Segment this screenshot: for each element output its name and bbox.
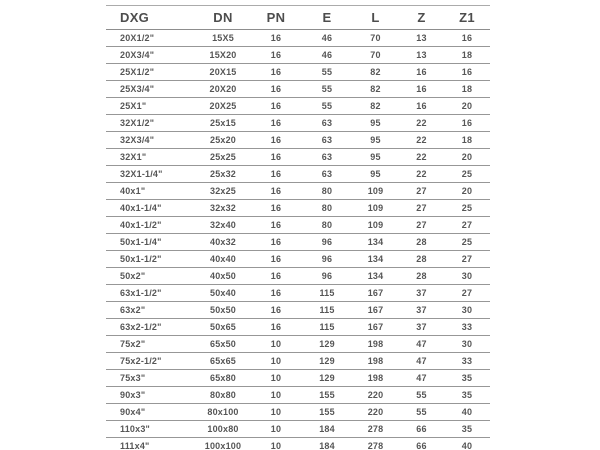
cell-z: 27 xyxy=(399,217,444,234)
cell-z1: 20 xyxy=(444,98,490,115)
table-row xyxy=(106,30,490,47)
cell-z1: 33 xyxy=(444,319,490,336)
cell-dn: 50x40 xyxy=(196,285,250,302)
cell-dxg: 40x1-1/2" xyxy=(106,217,196,234)
cell-l: 82 xyxy=(352,64,399,81)
cell-pn: 16 xyxy=(250,285,302,302)
cell-dn: 25x32 xyxy=(196,166,250,183)
cell-e: 46 xyxy=(302,47,352,64)
cell-l: 198 xyxy=(352,370,399,387)
table-row xyxy=(106,387,490,404)
table-row xyxy=(106,149,490,166)
cell-e: 96 xyxy=(302,251,352,268)
cell-dn: 40x50 xyxy=(196,268,250,285)
cell-z1: 40 xyxy=(444,404,490,421)
cell-z: 22 xyxy=(399,149,444,166)
cell-l: 134 xyxy=(352,234,399,251)
cell-e: 155 xyxy=(302,404,352,421)
cell-dn: 25x25 xyxy=(196,149,250,166)
cell-pn: 16 xyxy=(250,81,302,98)
table-row xyxy=(106,421,490,438)
cell-e: 184 xyxy=(302,438,352,450)
cell-dxg: 75x2" xyxy=(106,336,196,353)
cell-e: 55 xyxy=(302,64,352,81)
table-row xyxy=(106,234,490,251)
cell-z: 22 xyxy=(399,132,444,149)
cell-l: 167 xyxy=(352,285,399,302)
cell-z: 27 xyxy=(399,200,444,217)
cell-l: 220 xyxy=(352,404,399,421)
cell-dn: 25x20 xyxy=(196,132,250,149)
cell-dxg: 32X1/2" xyxy=(106,115,196,132)
cell-pn: 16 xyxy=(250,149,302,166)
cell-pn: 10 xyxy=(250,336,302,353)
table-row xyxy=(106,251,490,268)
cell-dn: 32x32 xyxy=(196,200,250,217)
column-header-dxg: DXG xyxy=(106,6,196,30)
cell-pn: 16 xyxy=(250,183,302,200)
column-header-dn: DN xyxy=(196,6,250,30)
cell-z: 22 xyxy=(399,115,444,132)
cell-dn: 65x50 xyxy=(196,336,250,353)
column-header-z1: Z1 xyxy=(444,6,490,30)
cell-z: 66 xyxy=(399,438,444,450)
cell-e: 155 xyxy=(302,387,352,404)
cell-l: 134 xyxy=(352,268,399,285)
cell-e: 96 xyxy=(302,268,352,285)
cell-z: 16 xyxy=(399,64,444,81)
cell-pn: 16 xyxy=(250,47,302,64)
table-row xyxy=(106,268,490,285)
cell-dxg: 111x4" xyxy=(106,438,196,450)
column-header-pn: PN xyxy=(250,6,302,30)
cell-z1: 35 xyxy=(444,421,490,438)
cell-z1: 27 xyxy=(444,285,490,302)
table-row xyxy=(106,98,490,115)
cell-dn: 80x80 xyxy=(196,387,250,404)
cell-dxg: 40x1-1/4" xyxy=(106,200,196,217)
cell-dn: 20X15 xyxy=(196,64,250,81)
cell-l: 167 xyxy=(352,319,399,336)
table-row xyxy=(106,183,490,200)
cell-e: 80 xyxy=(302,200,352,217)
cell-z: 16 xyxy=(399,81,444,98)
cell-z: 66 xyxy=(399,421,444,438)
cell-dxg: 75x3" xyxy=(106,370,196,387)
cell-e: 80 xyxy=(302,217,352,234)
cell-dn: 32x25 xyxy=(196,183,250,200)
cell-z: 22 xyxy=(399,166,444,183)
cell-z1: 30 xyxy=(444,302,490,319)
cell-dxg: 20X3/4" xyxy=(106,47,196,64)
cell-e: 129 xyxy=(302,353,352,370)
cell-e: 63 xyxy=(302,132,352,149)
cell-z1: 30 xyxy=(444,268,490,285)
cell-l: 134 xyxy=(352,251,399,268)
cell-dn: 15X5 xyxy=(196,30,250,47)
cell-e: 115 xyxy=(302,285,352,302)
table-row xyxy=(106,81,490,98)
cell-pn: 16 xyxy=(250,217,302,234)
header-row xyxy=(106,6,490,30)
cell-l: 82 xyxy=(352,98,399,115)
table-row xyxy=(106,166,490,183)
cell-dn: 40x32 xyxy=(196,234,250,251)
cell-z1: 16 xyxy=(444,64,490,81)
cell-pn: 16 xyxy=(250,166,302,183)
cell-pn: 10 xyxy=(250,438,302,450)
table-row xyxy=(106,404,490,421)
cell-pn: 16 xyxy=(250,115,302,132)
cell-dxg: 32X1-1/4" xyxy=(106,166,196,183)
cell-e: 129 xyxy=(302,370,352,387)
cell-l: 198 xyxy=(352,353,399,370)
cell-z1: 40 xyxy=(444,438,490,450)
cell-pn: 10 xyxy=(250,353,302,370)
cell-z: 47 xyxy=(399,353,444,370)
cell-pn: 16 xyxy=(250,30,302,47)
cell-z: 47 xyxy=(399,336,444,353)
cell-e: 63 xyxy=(302,149,352,166)
cell-z1: 25 xyxy=(444,166,490,183)
cell-l: 95 xyxy=(352,149,399,166)
column-header-e: E xyxy=(302,6,352,30)
cell-z: 37 xyxy=(399,285,444,302)
table-row xyxy=(106,285,490,302)
cell-z1: 18 xyxy=(444,132,490,149)
cell-dxg: 63x2-1/2" xyxy=(106,319,196,336)
cell-dxg: 32X3/4" xyxy=(106,132,196,149)
cell-dxg: 32X1" xyxy=(106,149,196,166)
cell-l: 70 xyxy=(352,47,399,64)
cell-pn: 16 xyxy=(250,234,302,251)
cell-pn: 10 xyxy=(250,370,302,387)
cell-dn: 100x100 xyxy=(196,438,250,450)
cell-e: 55 xyxy=(302,98,352,115)
cell-z1: 20 xyxy=(444,149,490,166)
table-row xyxy=(106,115,490,132)
cell-z1: 18 xyxy=(444,47,490,64)
dimension-spec-table xyxy=(106,5,490,450)
cell-e: 80 xyxy=(302,183,352,200)
table-header xyxy=(106,6,490,30)
cell-z: 47 xyxy=(399,370,444,387)
cell-z1: 30 xyxy=(444,336,490,353)
cell-z1: 16 xyxy=(444,115,490,132)
cell-pn: 16 xyxy=(250,251,302,268)
cell-pn: 16 xyxy=(250,98,302,115)
cell-dxg: 90x4" xyxy=(106,404,196,421)
cell-z1: 33 xyxy=(444,353,490,370)
cell-l: 109 xyxy=(352,200,399,217)
cell-l: 278 xyxy=(352,421,399,438)
cell-dxg: 63x1-1/2" xyxy=(106,285,196,302)
cell-z: 28 xyxy=(399,234,444,251)
cell-z: 37 xyxy=(399,302,444,319)
cell-dn: 65x80 xyxy=(196,370,250,387)
cell-dn: 65x65 xyxy=(196,353,250,370)
cell-e: 184 xyxy=(302,421,352,438)
cell-pn: 10 xyxy=(250,387,302,404)
cell-l: 95 xyxy=(352,115,399,132)
cell-z1: 35 xyxy=(444,370,490,387)
cell-e: 55 xyxy=(302,81,352,98)
cell-e: 129 xyxy=(302,336,352,353)
column-header-z: Z xyxy=(399,6,444,30)
table-row xyxy=(106,217,490,234)
cell-pn: 16 xyxy=(250,319,302,336)
cell-z1: 25 xyxy=(444,234,490,251)
cell-z1: 18 xyxy=(444,81,490,98)
cell-z1: 16 xyxy=(444,30,490,47)
cell-z: 13 xyxy=(399,47,444,64)
cell-pn: 10 xyxy=(250,421,302,438)
cell-dxg: 75x2-1/2" xyxy=(106,353,196,370)
cell-e: 63 xyxy=(302,115,352,132)
cell-pn: 16 xyxy=(250,200,302,217)
table-row xyxy=(106,319,490,336)
cell-pn: 16 xyxy=(250,64,302,81)
table-row xyxy=(106,200,490,217)
table-row xyxy=(106,336,490,353)
cell-dn: 32x40 xyxy=(196,217,250,234)
cell-dxg: 20X1/2" xyxy=(106,30,196,47)
cell-z1: 20 xyxy=(444,183,490,200)
cell-dn: 80x100 xyxy=(196,404,250,421)
cell-z: 55 xyxy=(399,404,444,421)
cell-dxg: 40x1" xyxy=(106,183,196,200)
cell-z: 16 xyxy=(399,98,444,115)
cell-e: 96 xyxy=(302,234,352,251)
cell-pn: 16 xyxy=(250,302,302,319)
table-row xyxy=(106,302,490,319)
cell-z: 28 xyxy=(399,268,444,285)
cell-dn: 20X25 xyxy=(196,98,250,115)
cell-dxg: 50x1-1/2" xyxy=(106,251,196,268)
cell-z1: 27 xyxy=(444,217,490,234)
table-row xyxy=(106,438,490,450)
cell-dn: 50x65 xyxy=(196,319,250,336)
cell-dn: 100x80 xyxy=(196,421,250,438)
cell-dxg: 25X1/2" xyxy=(106,64,196,81)
cell-dn: 20X20 xyxy=(196,81,250,98)
cell-dxg: 25X1" xyxy=(106,98,196,115)
cell-l: 220 xyxy=(352,387,399,404)
cell-pn: 16 xyxy=(250,132,302,149)
cell-z: 55 xyxy=(399,387,444,404)
cell-z1: 27 xyxy=(444,251,490,268)
cell-l: 109 xyxy=(352,217,399,234)
cell-l: 198 xyxy=(352,336,399,353)
cell-dn: 15X20 xyxy=(196,47,250,64)
cell-z: 13 xyxy=(399,30,444,47)
cell-e: 115 xyxy=(302,302,352,319)
table-row xyxy=(106,132,490,149)
cell-z1: 25 xyxy=(444,200,490,217)
cell-z: 28 xyxy=(399,251,444,268)
cell-dxg: 110x3" xyxy=(106,421,196,438)
cell-dn: 40x40 xyxy=(196,251,250,268)
cell-dxg: 50x2" xyxy=(106,268,196,285)
table-row xyxy=(106,353,490,370)
cell-l: 95 xyxy=(352,166,399,183)
column-header-l: L xyxy=(352,6,399,30)
cell-dxg: 25X3/4" xyxy=(106,81,196,98)
cell-z1: 35 xyxy=(444,387,490,404)
cell-l: 167 xyxy=(352,302,399,319)
cell-e: 63 xyxy=(302,166,352,183)
table-body xyxy=(106,30,490,450)
cell-l: 278 xyxy=(352,438,399,450)
cell-z: 37 xyxy=(399,319,444,336)
cell-e: 115 xyxy=(302,319,352,336)
cell-dxg: 63x2" xyxy=(106,302,196,319)
table-row xyxy=(106,64,490,81)
cell-z: 27 xyxy=(399,183,444,200)
cell-dn: 25x15 xyxy=(196,115,250,132)
table-row xyxy=(106,47,490,64)
cell-l: 82 xyxy=(352,81,399,98)
cell-l: 70 xyxy=(352,30,399,47)
cell-e: 46 xyxy=(302,30,352,47)
cell-dxg: 90x3" xyxy=(106,387,196,404)
cell-l: 109 xyxy=(352,183,399,200)
cell-dxg: 50x1-1/4" xyxy=(106,234,196,251)
cell-pn: 10 xyxy=(250,404,302,421)
cell-dn: 50x50 xyxy=(196,302,250,319)
cell-l: 95 xyxy=(352,132,399,149)
table-row xyxy=(106,370,490,387)
cell-pn: 16 xyxy=(250,268,302,285)
